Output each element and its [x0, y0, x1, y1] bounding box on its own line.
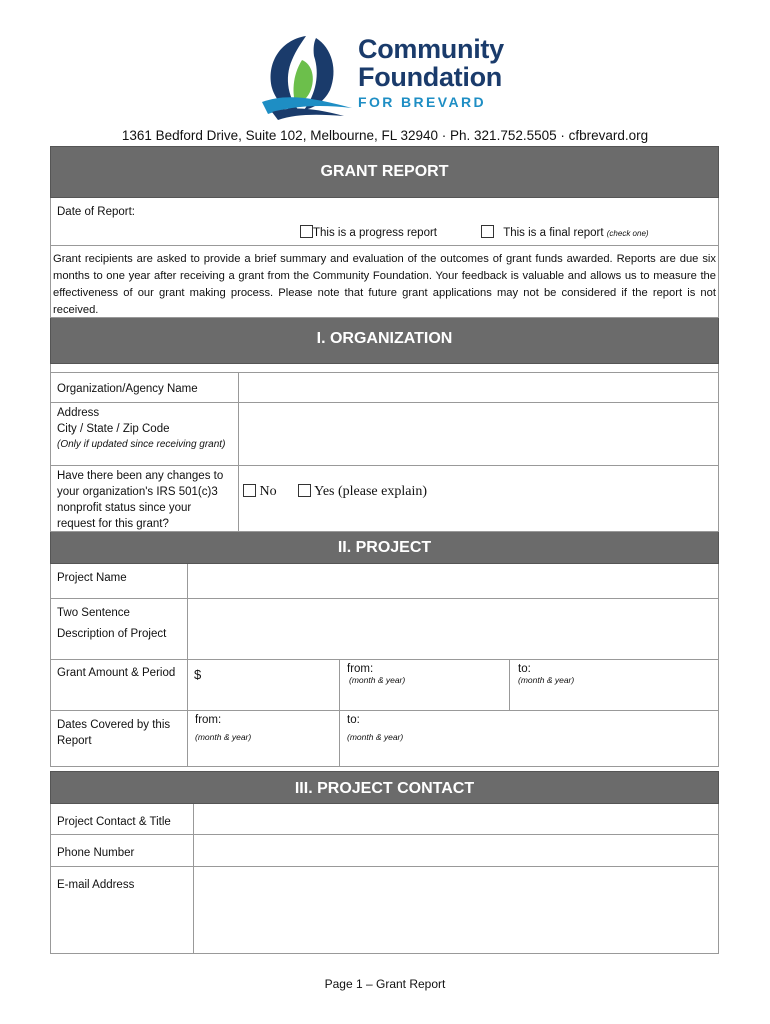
grant-amount-field[interactable]: [187, 660, 339, 710]
grant-period-from-field[interactable]: [339, 660, 509, 710]
section-organization-heading: I. ORGANIZATION: [50, 318, 719, 364]
email-field[interactable]: [193, 867, 718, 953]
org-address-row: [50, 403, 719, 466]
dates-to-field[interactable]: [339, 711, 718, 766]
grant-period-to-field[interactable]: [509, 660, 718, 710]
final-report-checkbox[interactable]: [481, 225, 494, 238]
dates-from-field[interactable]: [187, 711, 339, 766]
progress-report-option[interactable]: [300, 225, 437, 239]
contact-title-field[interactable]: [193, 804, 718, 834]
project-desc-label-1: Two Sentence: [57, 607, 130, 619]
foundation-leaf-logo-icon: [258, 30, 354, 120]
org-address-label-block: [51, 403, 238, 465]
dates-from-hint: (month & year): [195, 732, 252, 742]
phone-row: [50, 835, 719, 867]
project-name-row: [50, 564, 719, 599]
progress-report-checkbox[interactable]: [300, 225, 313, 238]
check-one-note: (check one): [606, 229, 649, 238]
phone-field[interactable]: [193, 835, 718, 866]
dates-covered-label: Dates Covered by this Report: [57, 719, 171, 747]
logo-line-foundation: Foundation: [358, 62, 502, 92]
org-name-row: [50, 372, 719, 403]
project-name-label: Project Name: [57, 572, 127, 584]
grant-amount-row: [50, 660, 719, 711]
grant-to-label: to:: [518, 663, 531, 675]
org-city-label: City / State / Zip Code: [57, 423, 170, 435]
org-status-options: [238, 466, 718, 531]
contact-title-label: Project Contact & Title: [57, 816, 171, 828]
contact-title-row: [50, 804, 719, 835]
dates-covered-row: [50, 711, 719, 767]
project-desc-field[interactable]: [187, 599, 718, 659]
logo-line-brevard: FOR BREVARD: [358, 94, 487, 110]
email-row: [50, 867, 719, 954]
org-name-field[interactable]: [238, 373, 718, 402]
spacer: [50, 364, 719, 372]
final-report-option[interactable]: [481, 225, 649, 239]
dates-to-label: to:: [347, 714, 360, 726]
progress-report-label: This is a progress report: [313, 227, 437, 239]
status-yes-checkbox[interactable]: [298, 484, 311, 497]
email-label: E-mail Address: [57, 879, 135, 891]
grant-from-label: from:: [347, 663, 374, 675]
section-project-heading: II. PROJECT: [50, 532, 719, 564]
section-contact-heading: III. PROJECT CONTACT: [50, 771, 719, 804]
status-no-label: No: [259, 484, 277, 499]
org-address-label: Address: [57, 407, 100, 419]
form-title: GRANT REPORT: [50, 146, 719, 198]
org-address-field[interactable]: [238, 403, 718, 465]
logo: [258, 30, 518, 120]
org-name-label: Organization/Agency Name: [57, 383, 198, 395]
status-no-checkbox[interactable]: [243, 484, 256, 497]
project-name-field[interactable]: [187, 564, 718, 598]
report-type-section: [50, 198, 719, 246]
page-footer: Page 1 – Grant Report: [324, 977, 446, 991]
project-desc-row: [50, 599, 719, 660]
org-status-question: Have there been any changes to your organization's IRS 501(c)3 nonprofit status since your request for this grant?: [57, 470, 224, 530]
final-report-label: This is a final report: [503, 227, 604, 239]
logo-wordmark: [358, 36, 504, 113]
dates-from-label: from:: [195, 714, 222, 726]
logo-line-community: Community: [358, 34, 504, 64]
grant-to-hint: (month & year): [518, 675, 575, 685]
dollar-sign: $: [194, 667, 202, 682]
project-desc-label-2: Description of Project: [57, 628, 167, 640]
date-of-report-label: Date of Report:: [57, 206, 135, 218]
project-desc-label-block: [51, 599, 187, 659]
dates-to-hint: (month & year): [347, 732, 404, 742]
contact-address: 1361 Bedford Drive, Suite 102, Melbourne, FL 32940 · Ph. 321.752.5505 · cfbrevard.org: [121, 128, 649, 143]
date-of-report-field[interactable]: [147, 204, 327, 220]
grant-amount-label: Grant Amount & Period: [57, 667, 176, 679]
phone-label: Phone Number: [57, 847, 135, 859]
grant-from-hint: (month & year): [349, 675, 406, 685]
intro-paragraph: Grant recipients are asked to provide a brief summary and evaluation of the outcomes of grant funds awarded. Reports are due six months to one year after receiving a grant from the Community Foundation. Your feedback is valuable and allows us to measure the effectiveness of our grant making process. Please note that future grant applications may not be considered if the report is not received.: [50, 246, 719, 318]
status-yes-label: Yes (please explain): [314, 484, 427, 499]
org-status-row: [50, 466, 719, 532]
grant-report-form: [50, 146, 719, 954]
org-address-note: (Only if updated since receiving grant): [57, 439, 226, 450]
